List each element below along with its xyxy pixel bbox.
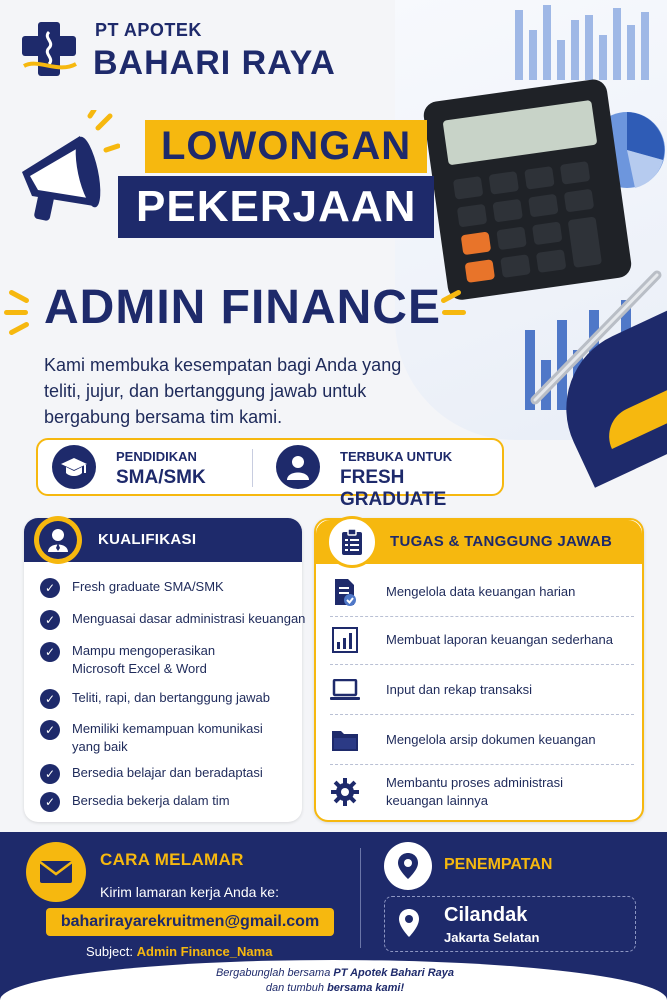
location-pin-icon <box>384 842 432 890</box>
person-badge-icon <box>34 516 82 564</box>
bar-chart-icon <box>330 625 360 655</box>
person-icon <box>276 445 320 489</box>
apply-subject <box>86 944 272 959</box>
divider <box>330 664 634 665</box>
audience-label: TERBUKA UNTUK <box>340 449 453 464</box>
apply-instruction: Kirim lamaran kerja Anda ke: <box>100 884 279 900</box>
apply-title: CARA MELAMAR <box>100 850 244 869</box>
spark-line <box>442 310 466 315</box>
requirement-summary <box>36 438 504 510</box>
brand-prefix: PT APOTEK <box>95 20 202 40</box>
qualification-item: ✓ Memiliki kemampuan komunikasi yang baik <box>40 720 282 756</box>
qualification-item: ✓ Bersedia belajar dan beradaptasi <box>40 764 312 784</box>
check-icon: ✓ <box>40 689 60 709</box>
envelope-icon <box>26 842 86 902</box>
apply-email[interactable]: baharirayarekruitmen@gmail.com <box>46 908 334 936</box>
duties-title: TUGAS & TANGGUNG JAWAB <box>390 533 613 550</box>
job-title: ADMIN FINANCE <box>44 281 441 334</box>
brand-name: BAHARI RAYA <box>93 44 336 82</box>
check-icon: ✓ <box>40 642 60 662</box>
check-icon: ✓ <box>40 610 60 630</box>
check-icon: ✓ <box>40 764 60 784</box>
duty-item: Mengelola arsip dokumen keuangan <box>330 720 634 760</box>
education-value: SMA/SMK <box>116 467 206 488</box>
check-icon: ✓ <box>40 578 60 598</box>
subject-value: Admin Finance_Nama <box>136 944 273 959</box>
qualifications-title: KUALIFIKASI <box>98 531 197 548</box>
intro-text: Kami membuka kesempatan bagi Anda yang teliti, jujur, dan bertanggung jawab untuk bergabung bersama tim kami. <box>44 355 402 427</box>
qualification-item: ✓ Teliti, rapi, dan bertanggung jawab <box>40 689 312 709</box>
clipboard-icon <box>326 516 378 568</box>
placement-district: Jakarta Selatan <box>444 930 540 945</box>
placement-city: Cilandak <box>444 904 528 926</box>
headline-line-1: LOWONGAN <box>145 120 427 173</box>
duty-item: Membuat laporan keuangan sederhana <box>330 620 634 660</box>
graduation-cap-icon <box>52 445 96 489</box>
divider <box>330 714 634 715</box>
duty-item: Mengelola data keuangan harian <box>330 572 634 612</box>
audience-value: FRESH GRADUATE <box>340 467 447 510</box>
gear-icon <box>330 777 360 807</box>
spark-line <box>8 321 30 336</box>
laptop-icon <box>330 675 360 705</box>
duties-card <box>314 518 644 822</box>
qualification-item: ✓ Fresh graduate SMA/SMK <box>40 578 312 598</box>
check-icon: ✓ <box>40 792 60 812</box>
info-divider <box>252 449 253 487</box>
location-pin-icon <box>398 908 420 938</box>
company-logo-icon <box>18 18 80 80</box>
education-label: PENDIDIKAN <box>116 449 197 464</box>
check-icon: ✓ <box>40 720 60 740</box>
divider <box>330 764 634 765</box>
megaphone-icon <box>10 110 120 235</box>
closing-message: Bergabunglah bersama PT Apotek Bahari Raya dan tumbuh bersama kami! <box>215 967 455 994</box>
qualifications-card <box>24 518 306 822</box>
spark-line <box>8 289 30 304</box>
divider <box>330 616 634 617</box>
headline-line-2: PEKERJAAN <box>118 176 434 238</box>
subject-label: Subject: <box>86 944 133 959</box>
duty-item: Membantu proses administrasi keuangan lainnya <box>330 770 634 814</box>
placement-title: PENEMPATAN <box>444 856 553 873</box>
document-check-icon <box>330 577 360 607</box>
footer-divider <box>360 848 361 948</box>
spark-line <box>4 310 28 315</box>
qualification-item: ✓ Menguasai dasar administrasi keuangan <box>40 610 312 630</box>
duty-item: Input dan rekap transaksi <box>330 670 634 710</box>
qualification-item: ✓ Mampu mengoperasikan Microsoft Excel & Word <box>40 642 242 678</box>
folder-icon <box>330 725 360 755</box>
qualification-item: ✓ Bersedia bekerja dalam tim <box>40 792 312 812</box>
